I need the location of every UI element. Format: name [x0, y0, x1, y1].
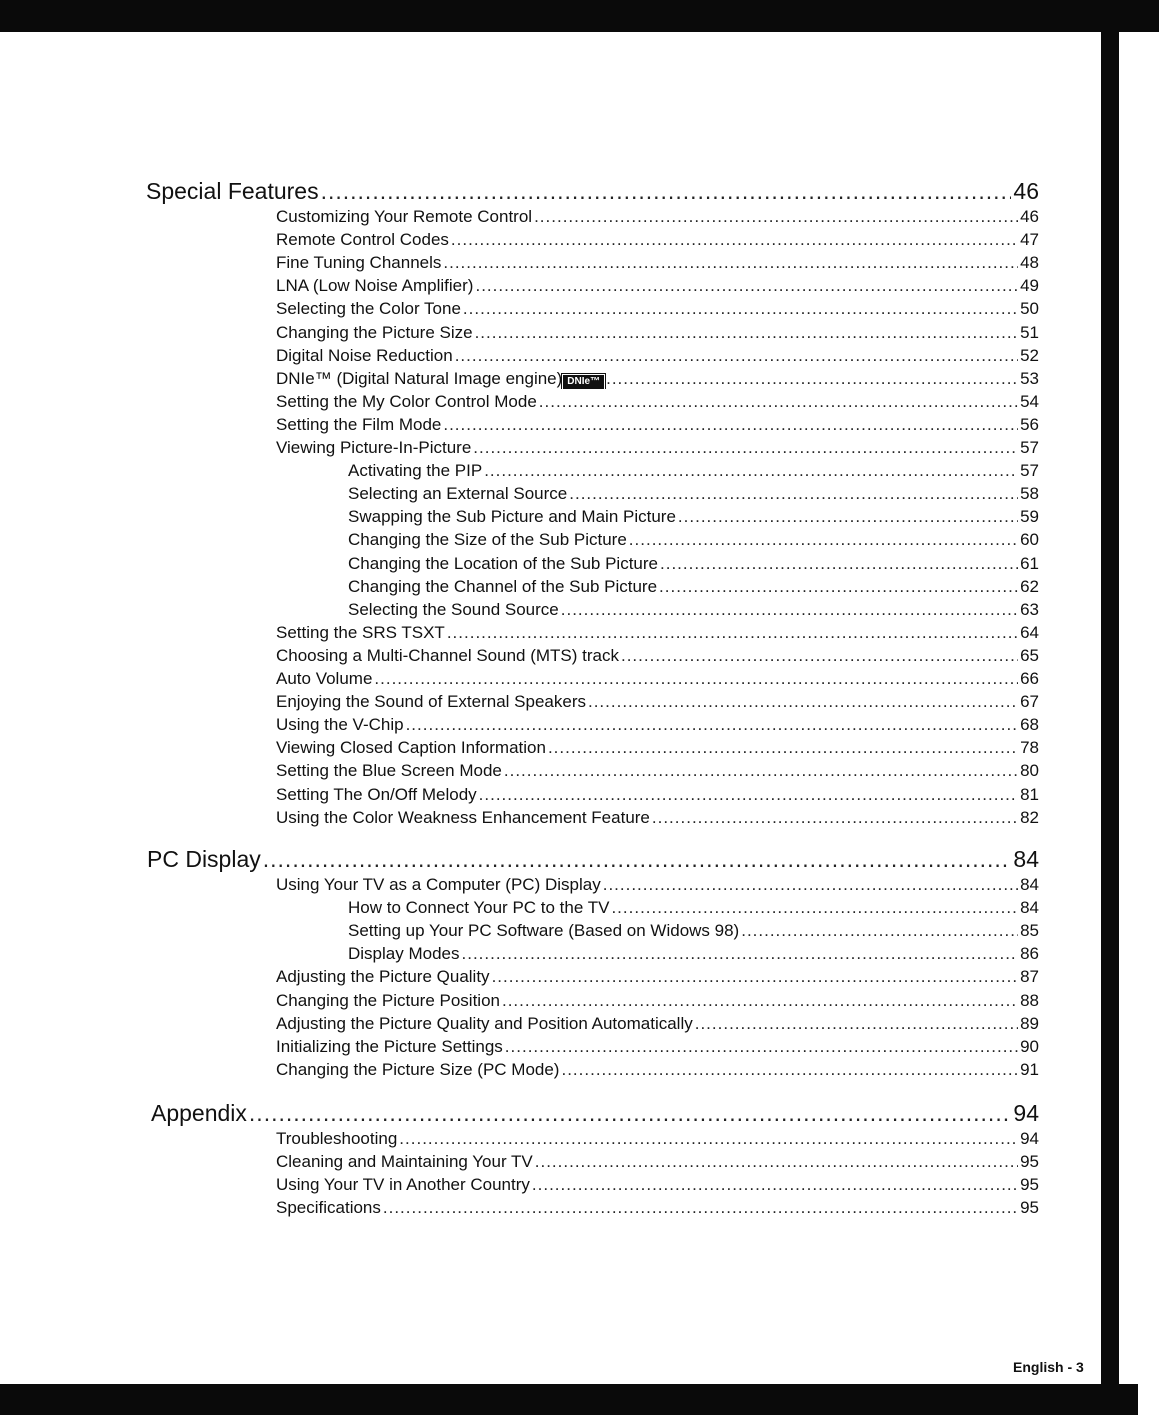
dot-leader — [603, 875, 1018, 895]
dot-leader — [443, 415, 1018, 435]
toc-entry — [276, 715, 1039, 735]
toc-entry-title: Troubleshooting — [276, 1129, 398, 1148]
toc-page-number: 46 — [1020, 207, 1039, 226]
dot-leader — [588, 692, 1018, 712]
toc-page-number: 61 — [1020, 553, 1039, 573]
toc-section-heading — [151, 1100, 1039, 1127]
toc-entry-title: PC Display — [147, 846, 261, 872]
toc-entry — [276, 346, 1039, 366]
toc-entry-title: Activating the PIP — [348, 461, 483, 481]
toc-page-number: 84 — [1020, 898, 1039, 918]
toc-entry — [348, 507, 1039, 527]
dot-leader — [263, 846, 1012, 873]
toc-page-number: 84 — [1013, 846, 1039, 872]
dot-leader — [502, 991, 1018, 1011]
toc-page-number: 47 — [1020, 230, 1039, 250]
toc-entry-title: Remote Control Codes — [276, 230, 449, 250]
toc-entry-title: Changing the Size of the Sub Picture — [348, 530, 627, 550]
dot-leader — [569, 484, 1018, 504]
toc-entry-title: Special Features — [146, 178, 319, 204]
dot-leader — [606, 369, 1018, 389]
toc-page-number: 94 — [1013, 1100, 1039, 1126]
toc-page-number: 95 — [1020, 1198, 1039, 1218]
toc-entry — [276, 438, 1039, 458]
toc-entry-title: Specifications — [276, 1198, 381, 1218]
toc-entry — [276, 369, 1039, 389]
toc-entry — [276, 761, 1039, 781]
toc-entry — [276, 646, 1039, 666]
toc-entry-title: Choosing a Multi-Channel Sound (MTS) track — [276, 645, 619, 665]
toc-page-number: 91 — [1020, 1059, 1039, 1079]
toc-entry — [348, 600, 1039, 620]
dot-leader — [534, 207, 1018, 227]
toc-entry-title: Setting the SRS TSXT — [276, 622, 445, 642]
dot-leader — [463, 299, 1018, 319]
toc-page-number: 48 — [1020, 253, 1039, 273]
toc-entry-title: Using Your TV as a Computer (PC) Display — [276, 875, 601, 894]
toc-entry — [348, 944, 1039, 964]
toc-page-number: 66 — [1020, 669, 1039, 688]
toc-section-heading — [146, 178, 1039, 205]
toc-entry-title: Display Modes — [348, 944, 460, 964]
dot-leader — [475, 276, 1018, 296]
toc-entry-title: Setting the Film Mode — [276, 414, 442, 434]
toc-page-number: 64 — [1020, 622, 1039, 642]
toc-entry — [276, 967, 1039, 987]
toc-entry — [276, 1152, 1039, 1172]
toc-entry-title: DNIe™ (Digital Natural Image engine) — [276, 368, 563, 388]
dot-leader — [383, 1198, 1018, 1218]
toc-page-number: 53 — [1020, 368, 1039, 388]
dot-leader — [532, 1175, 1018, 1195]
toc-entry — [276, 875, 1039, 895]
toc-page-number: 46 — [1013, 178, 1039, 204]
dot-leader — [249, 1100, 1011, 1127]
toc-entry-title: Changing the Location of the Sub Picture — [348, 553, 658, 573]
dot-leader — [484, 461, 1018, 481]
toc-page-number: 67 — [1020, 692, 1039, 712]
dot-leader — [611, 898, 1018, 918]
toc-entry-title: Changing the Channel of the Sub Picture — [348, 576, 658, 596]
toc-entry — [276, 808, 1039, 828]
dot-leader — [451, 230, 1018, 250]
toc-entry — [276, 1129, 1039, 1149]
scan-border-top — [0, 0, 1159, 32]
toc-page-number: 94 — [1020, 1129, 1039, 1148]
dot-leader — [479, 785, 1018, 805]
toc-page-number: 52 — [1020, 345, 1039, 365]
toc-entry — [348, 898, 1039, 918]
dot-leader — [659, 577, 1018, 597]
dot-leader — [561, 1060, 1018, 1080]
toc-entry — [276, 253, 1039, 273]
toc-entry — [276, 230, 1039, 250]
toc-entry-title: Selecting an External Source — [348, 484, 568, 504]
toc-page-number: 57 — [1020, 438, 1039, 457]
toc-entry-title: Setting the My Color Control Mode — [276, 391, 537, 411]
toc-page-number: 95 — [1020, 1152, 1039, 1172]
toc-entry-title: Setting the Blue Screen Mode — [276, 761, 502, 781]
dot-leader — [475, 323, 1019, 343]
dot-leader — [462, 944, 1019, 964]
toc-entry-title: Changing the Picture Size — [276, 322, 473, 342]
toc-entry — [276, 392, 1039, 412]
scan-border-right — [1101, 0, 1119, 1384]
toc-entry-title: Using Your TV in Another Country — [276, 1175, 530, 1195]
dot-leader — [621, 646, 1018, 666]
toc-page-number: 50 — [1020, 299, 1039, 319]
dot-leader — [548, 738, 1018, 758]
dot-leader — [678, 507, 1018, 527]
toc-page-number: 49 — [1020, 276, 1039, 296]
toc-entry-title: Viewing Picture-In-Picture — [276, 438, 472, 457]
toc-entry-title: Appendix — [151, 1100, 247, 1126]
toc-entry — [276, 323, 1039, 343]
toc-entry — [276, 276, 1039, 296]
toc-entry — [348, 461, 1039, 481]
toc-page-number: 54 — [1020, 391, 1039, 411]
dot-leader — [455, 346, 1018, 366]
toc-page-number: 63 — [1020, 599, 1039, 619]
dot-leader — [741, 921, 1018, 941]
toc-page-number: 59 — [1020, 507, 1039, 527]
toc-entry — [276, 785, 1039, 805]
toc-entry-title: Changing the Picture Position — [276, 990, 500, 1010]
toc-entry — [276, 1037, 1039, 1057]
toc-entry — [348, 921, 1039, 941]
toc-entry — [348, 484, 1039, 504]
toc-section-heading — [147, 846, 1039, 873]
dot-leader — [539, 392, 1018, 412]
dot-leader — [399, 1129, 1018, 1149]
toc-entry-title: Swapping the Sub Picture and Main Picture — [348, 507, 676, 527]
toc-page-number: 78 — [1020, 738, 1039, 758]
toc-page-number: 51 — [1020, 322, 1039, 342]
toc-page-number: 86 — [1020, 944, 1039, 964]
toc-entry-title: Fine Tuning Channels — [276, 253, 442, 273]
toc-entry — [276, 738, 1039, 758]
toc-entry-title: Digital Noise Reduction — [276, 345, 453, 365]
toc-entry-title: Adjusting the Picture Quality — [276, 967, 490, 987]
toc-entry — [276, 1198, 1039, 1218]
toc-page-number: 84 — [1020, 875, 1039, 894]
dot-leader — [629, 530, 1018, 550]
dot-leader — [561, 600, 1018, 620]
toc-entry — [276, 991, 1039, 1011]
dot-leader — [473, 438, 1018, 458]
toc-page-number: 81 — [1020, 784, 1039, 804]
toc-page-number: 58 — [1020, 484, 1039, 504]
toc-page-number: 56 — [1020, 414, 1039, 434]
toc-entry — [276, 1060, 1039, 1080]
toc-entry — [276, 1014, 1039, 1034]
dot-leader — [695, 1014, 1018, 1034]
toc-entry — [276, 415, 1039, 435]
scan-border-bottom — [0, 1384, 1138, 1415]
toc-entry — [276, 669, 1039, 689]
toc-entry-title: Selecting the Color Tone — [276, 299, 461, 319]
toc-entry-title: Viewing Closed Caption Information — [276, 738, 546, 758]
toc-entry-title: Using the Color Weakness Enhancement Feature — [276, 807, 650, 827]
toc-entry-title: LNA (Low Noise Amplifier) — [276, 276, 474, 296]
toc-entry — [348, 577, 1039, 597]
toc-page-number: 82 — [1020, 807, 1039, 827]
toc-entry-title: Changing the Picture Size (PC Mode) — [276, 1059, 560, 1079]
toc-page-number: 90 — [1020, 1036, 1039, 1056]
dnie-logo-icon: DNIe™ — [563, 375, 604, 389]
toc-page-number: 95 — [1020, 1175, 1039, 1195]
toc-entry — [276, 207, 1039, 227]
dot-leader — [447, 623, 1018, 643]
toc-entry-title: Enjoying the Sound of External Speakers — [276, 692, 586, 712]
toc-page-number: 57 — [1020, 461, 1039, 481]
toc-page-number: 85 — [1020, 921, 1039, 941]
toc-page-number: 89 — [1020, 1013, 1039, 1033]
toc-entry-title: Customizing Your Remote Control — [276, 207, 533, 226]
toc-page-number: 87 — [1020, 967, 1039, 987]
toc-entry-title: Using the V-Chip — [276, 715, 404, 735]
toc-page-number: 62 — [1020, 576, 1039, 596]
dot-leader — [652, 808, 1018, 828]
page-footer: English - 3 — [1013, 1359, 1084, 1375]
toc-entry — [348, 530, 1039, 550]
dot-leader — [535, 1152, 1018, 1172]
dot-leader — [443, 253, 1018, 273]
dot-leader — [492, 967, 1019, 987]
toc-entry-title: Auto Volume — [276, 669, 373, 688]
toc-entry-title: Adjusting the Picture Quality and Position Automatically — [276, 1013, 693, 1033]
toc-entry-title: How to Connect Your PC to the TV — [348, 898, 610, 918]
dot-leader — [374, 669, 1018, 689]
toc-entry — [348, 554, 1039, 574]
toc-entry-title: Initializing the Picture Settings — [276, 1036, 503, 1056]
toc-page-number: 88 — [1020, 990, 1039, 1010]
dot-leader — [321, 178, 1012, 205]
toc-entry-title: Setting up Your PC Software (Based on Widows 98) — [348, 921, 740, 941]
dot-leader — [504, 761, 1018, 781]
toc-entry — [276, 299, 1039, 319]
toc-page-number: 80 — [1020, 761, 1039, 781]
toc-entry-title: Setting The On/Off Melody — [276, 784, 477, 804]
toc-page-number: 60 — [1020, 530, 1039, 550]
toc-entry — [276, 692, 1039, 712]
toc-page-number: 68 — [1020, 715, 1039, 735]
dot-leader — [406, 715, 1019, 735]
toc-entry — [276, 623, 1039, 643]
dot-leader — [505, 1037, 1018, 1057]
toc-entry-title: Cleaning and Maintaining Your TV — [276, 1152, 533, 1172]
dot-leader — [660, 554, 1018, 574]
toc-page-number: 65 — [1020, 645, 1039, 665]
toc-entry — [276, 1175, 1039, 1195]
toc-entry-title: Selecting the Sound Source — [348, 599, 559, 619]
